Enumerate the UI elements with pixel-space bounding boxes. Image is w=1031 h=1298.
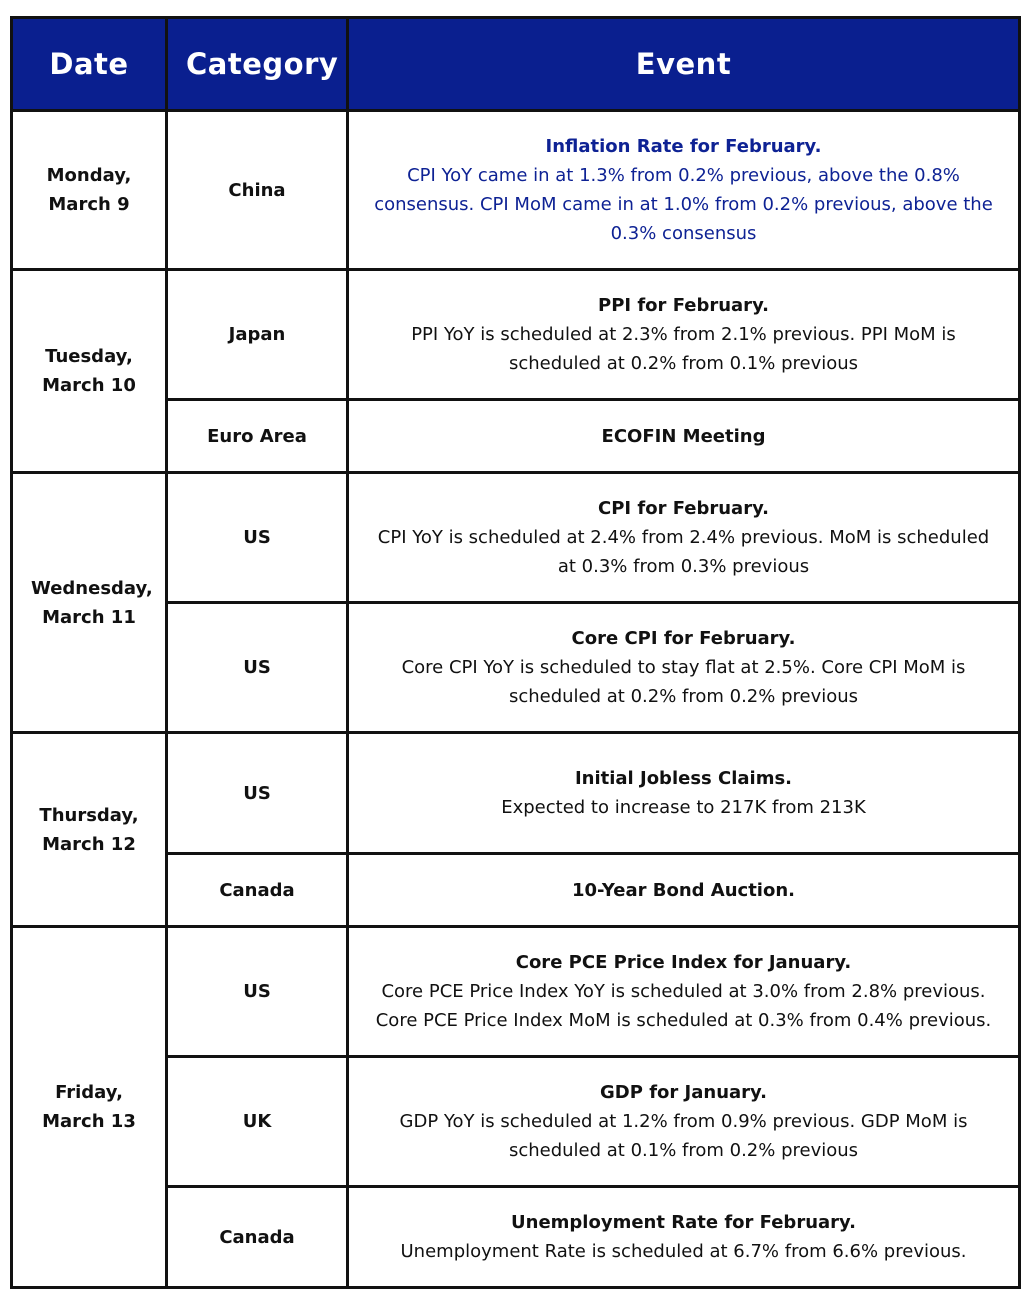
category-cell: China [167, 111, 348, 270]
event-cell [348, 400, 1020, 473]
event-title: Core PCE Price Index for January. [515, 952, 852, 973]
event-cell [348, 111, 1020, 270]
event-title: CPI for February. [598, 498, 769, 519]
event-title: ECOFIN Meeting [601, 425, 766, 447]
date-weekday: Tuesday, [45, 346, 133, 367]
event-cell [348, 927, 1020, 1057]
category-cell: UK [167, 1057, 348, 1187]
header-category: Category [167, 18, 348, 111]
event-description: GDP YoY is scheduled at 1.2% from 0.9% previous. GDP MoM is scheduled at 0.1% from 0.2% previous [399, 1111, 968, 1161]
event-description: CPI YoY came in at 1.3% from 0.2% previous, above the 0.8% consensus. CPI MoM came in at 1.0% from 0.2% previous, above the 0.3% consensus [374, 165, 993, 244]
date-day: March 11 [42, 606, 136, 628]
table-header [12, 18, 1020, 111]
date-day: March 13 [42, 1111, 136, 1132]
table-row [12, 733, 1020, 854]
event-description: Expected to increase to 217K from 213K [501, 797, 866, 818]
date-weekday: Monday, [46, 165, 132, 186]
date-weekday: Friday, [55, 1082, 123, 1103]
event-cell [348, 1187, 1020, 1288]
date-cell-friday [12, 927, 167, 1288]
event-description: Core CPI YoY is scheduled to stay flat at 2.5%. Core CPI MoM is scheduled at 0.2% from 0.2% previous [401, 657, 966, 707]
table-body [12, 111, 1020, 1288]
date-cell-monday [12, 111, 167, 270]
event-title: Inflation Rate for February. [545, 136, 822, 157]
header-event: Event [348, 18, 1020, 111]
date-day: March 10 [42, 375, 136, 396]
event-cell [348, 733, 1020, 854]
economic-calendar-table [10, 16, 1021, 1289]
event-description: CPI YoY is scheduled at 2.4% from 2.4% previous. MoM is scheduled at 0.3% from 0.3% previous [377, 527, 990, 577]
date-cell-tuesday [12, 270, 167, 473]
table-row [12, 111, 1020, 270]
category-cell: Japan [167, 270, 348, 400]
event-title: 10-Year Bond Auction. [571, 879, 795, 901]
date-day: March 9 [48, 194, 130, 215]
category-cell: Canada [167, 1187, 348, 1288]
event-title: Initial Jobless Claims. [574, 768, 793, 789]
date-day: March 12 [42, 833, 136, 855]
event-cell [348, 1057, 1020, 1187]
event-description: Unemployment Rate is scheduled at 6.7% from 6.6% previous. [400, 1241, 967, 1262]
category-cell: US [167, 927, 348, 1057]
category-cell: Euro Area [167, 400, 348, 473]
event-cell [348, 603, 1020, 733]
date-weekday: Wednesday, [31, 577, 153, 599]
event-description: Core PCE Price Index YoY is scheduled at 3.0% from 2.8% previous. Core PCE Price Index MoM is scheduled at 0.3% from 0.4% previous. [375, 981, 992, 1031]
event-description: PPI YoY is scheduled at 2.3% from 2.1% previous. PPI MoM is scheduled at 0.2% from 0.1% previous [411, 324, 956, 374]
table-row [12, 270, 1020, 400]
category-cell: Canada [167, 854, 348, 927]
event-title: PPI for February. [598, 295, 769, 316]
event-title: GDP for January. [600, 1082, 767, 1103]
event-cell [348, 270, 1020, 400]
date-cell-wednesday [12, 473, 167, 733]
header-row [12, 18, 1020, 111]
date-cell-thursday [12, 733, 167, 927]
event-title: Unemployment Rate for February. [511, 1212, 856, 1233]
category-cell: US [167, 733, 348, 854]
table-row [12, 927, 1020, 1057]
event-cell [348, 854, 1020, 927]
table-row [12, 473, 1020, 603]
category-cell: US [167, 603, 348, 733]
event-cell [348, 473, 1020, 603]
date-weekday: Thursday, [39, 804, 139, 826]
category-cell: US [167, 473, 348, 603]
header-date: Date [12, 18, 167, 111]
event-title: Core CPI for February. [571, 628, 796, 649]
